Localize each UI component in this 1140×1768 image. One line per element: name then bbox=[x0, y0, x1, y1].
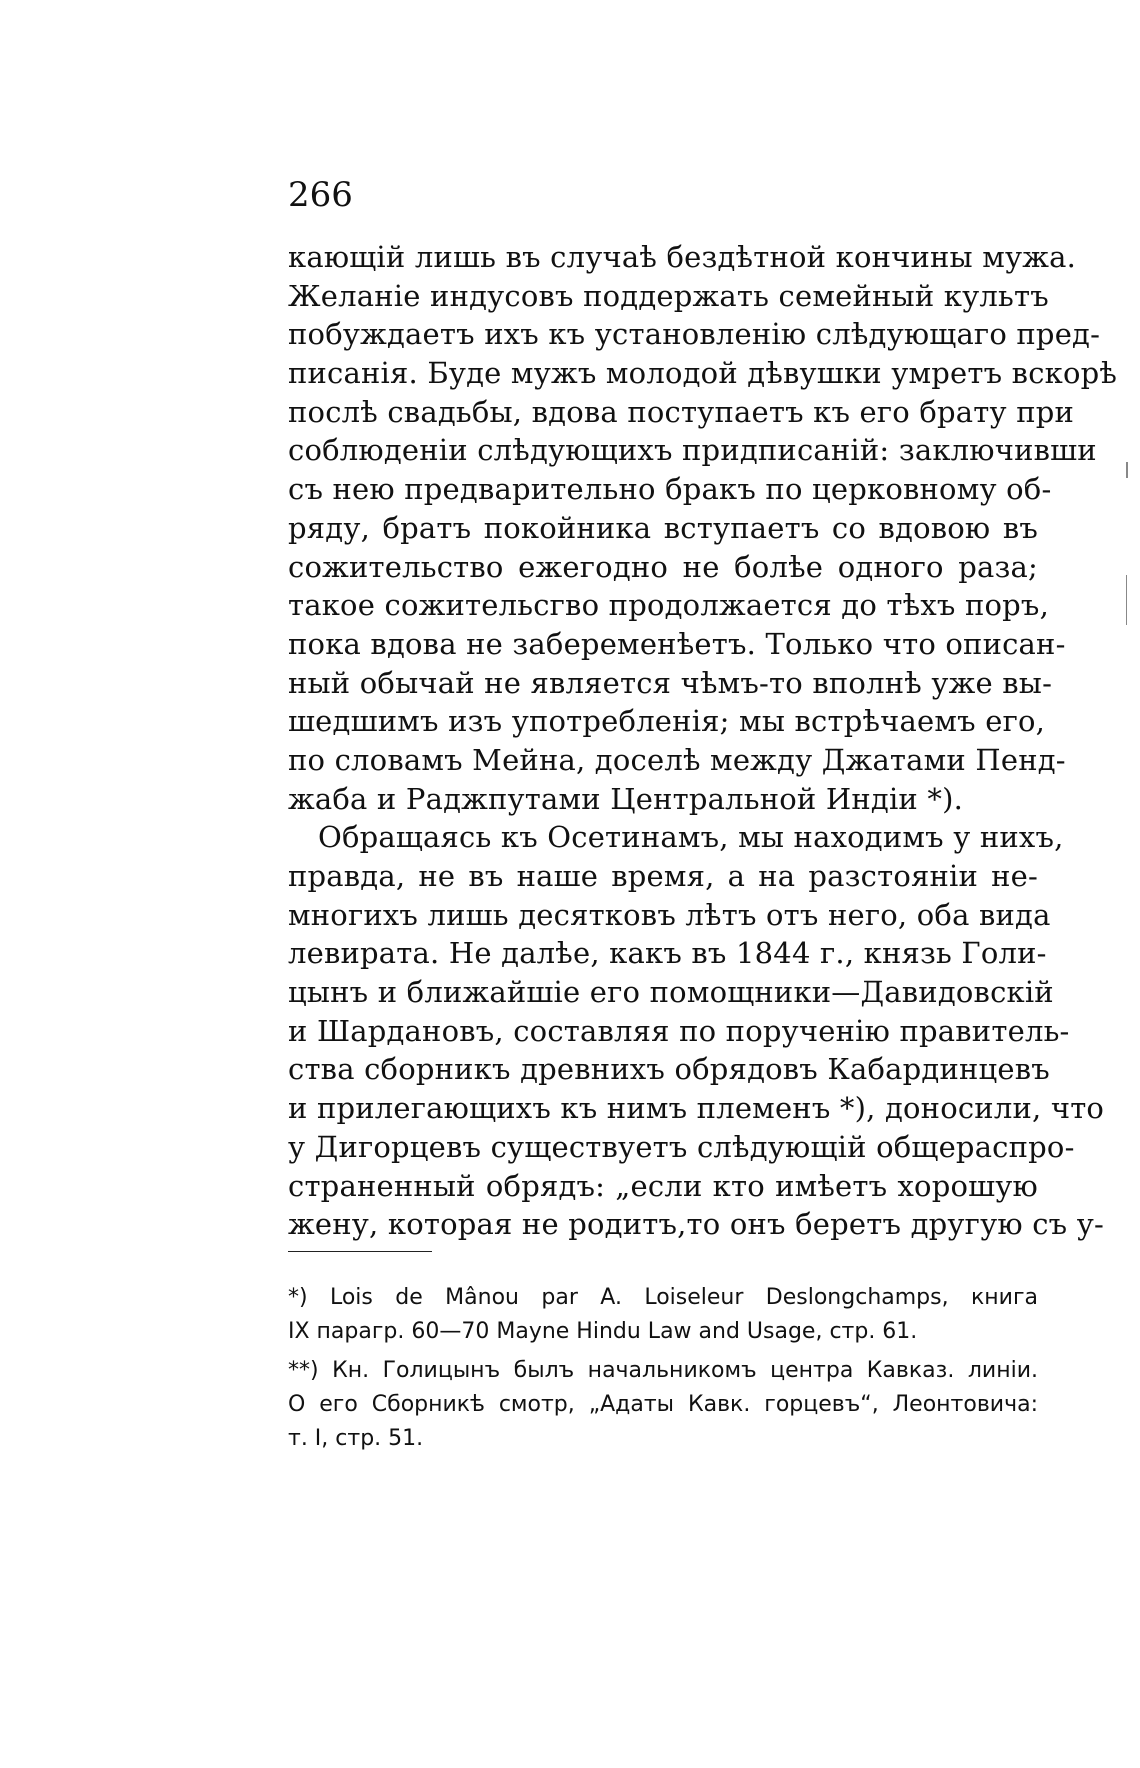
text-line: и прилегающихъ къ нимъ племенъ *), доносили, что bbox=[288, 1091, 1105, 1126]
text-line: и Шардановъ, составляя по порученію правитель- bbox=[288, 1013, 1070, 1048]
text-line: писанія. Буде мужъ молодой дѣвушки умретъ вскорѣ bbox=[288, 356, 1118, 391]
text-line: ряду, братъ покойника вступаетъ со вдовою въ bbox=[288, 510, 1038, 545]
footnote-line: **) Кн. Голицынъ былъ начальникомъ центра Кавказ. линіи. bbox=[288, 1358, 1038, 1383]
text-line: пока вдова не забеременѣетъ. Только что описан- bbox=[288, 626, 1066, 661]
text-line: ный обычай не является чѣмъ-то вполнѣ уже вы- bbox=[288, 665, 1053, 700]
text-line: шедшимъ изъ употребленія; мы встрѣчаемъ его, bbox=[288, 704, 1046, 739]
text-line: правда, не въ наше время, а на разстояніи не- bbox=[288, 859, 1038, 893]
text-line: ства сборникъ древнихъ обрядовъ Кабардинцевъ bbox=[288, 1052, 1050, 1087]
text-line: соблюденіи слѣдующихъ придписаній: заключивши bbox=[288, 433, 1097, 468]
text-line: Желаніе индусовъ поддержать семейный культъ bbox=[288, 278, 1049, 313]
text-line: Обращаясь къ Осетинамъ, мы находимъ у нихъ, bbox=[318, 820, 1064, 855]
text-line: съ нею предварительно бракъ по церковному об- bbox=[288, 472, 1052, 507]
text-line: кающій лишь въ случаѣ бездѣтной кончины мужа. bbox=[288, 240, 1077, 274]
text-line: такое сожительсгво продолжается до тѣхъ поръ, bbox=[288, 588, 1049, 623]
text-line: сожительство ежегодно не болѣе одного раза; bbox=[288, 549, 1038, 584]
text-line: побуждаетъ ихъ къ установленію слѣдующаго пред- bbox=[288, 317, 1101, 352]
text-line: послѣ свадьбы, вдова поступаетъ къ его брату при bbox=[288, 394, 1075, 429]
text-line: левирата. Не далѣе, какъ въ 1844 г., князь Голи- bbox=[288, 936, 1047, 971]
text-line: у Дигорцевъ существуетъ слѣдующій общераспро- bbox=[288, 1129, 1075, 1164]
scan-artifact bbox=[1126, 575, 1127, 625]
footnote-line: О его Сборникѣ смотр, „Адаты Кавк. горцевъ“, Леонтовича: bbox=[288, 1392, 1038, 1417]
page-number: 266 bbox=[288, 175, 353, 215]
text-line: страненный обрядъ: „если кто имѣетъ хорошую bbox=[288, 1168, 1038, 1203]
footnote-line: *) Lois de Mânou par A. Loiseleur Deslongchamps, книга bbox=[288, 1285, 1038, 1310]
footnote-line: т. I, стр. 51. bbox=[288, 1426, 424, 1451]
footnotes bbox=[288, 1281, 1038, 1456]
scan-artifact bbox=[1126, 462, 1128, 478]
footnote-divider bbox=[288, 1251, 432, 1252]
text-line: цынъ и ближайшіе его помощники—Давидовскій bbox=[288, 975, 1054, 1010]
text-line: многихъ лишь десятковъ лѣтъ отъ него, оба вида bbox=[288, 897, 1051, 932]
footnote-line: IX парагр. 60—70 Mayne Hindu Law and Usage, стр. 61. bbox=[288, 1319, 918, 1344]
text-line: жаба и Раджпутами Центральной Индіи *). bbox=[288, 781, 963, 816]
main-text bbox=[288, 238, 1118, 1244]
text-line: по словамъ Мейна, доселѣ между Джатами Пенд- bbox=[288, 742, 1066, 777]
text-line: жену, которая не родитъ,то онъ беретъ другую съ у- bbox=[288, 1207, 1104, 1242]
